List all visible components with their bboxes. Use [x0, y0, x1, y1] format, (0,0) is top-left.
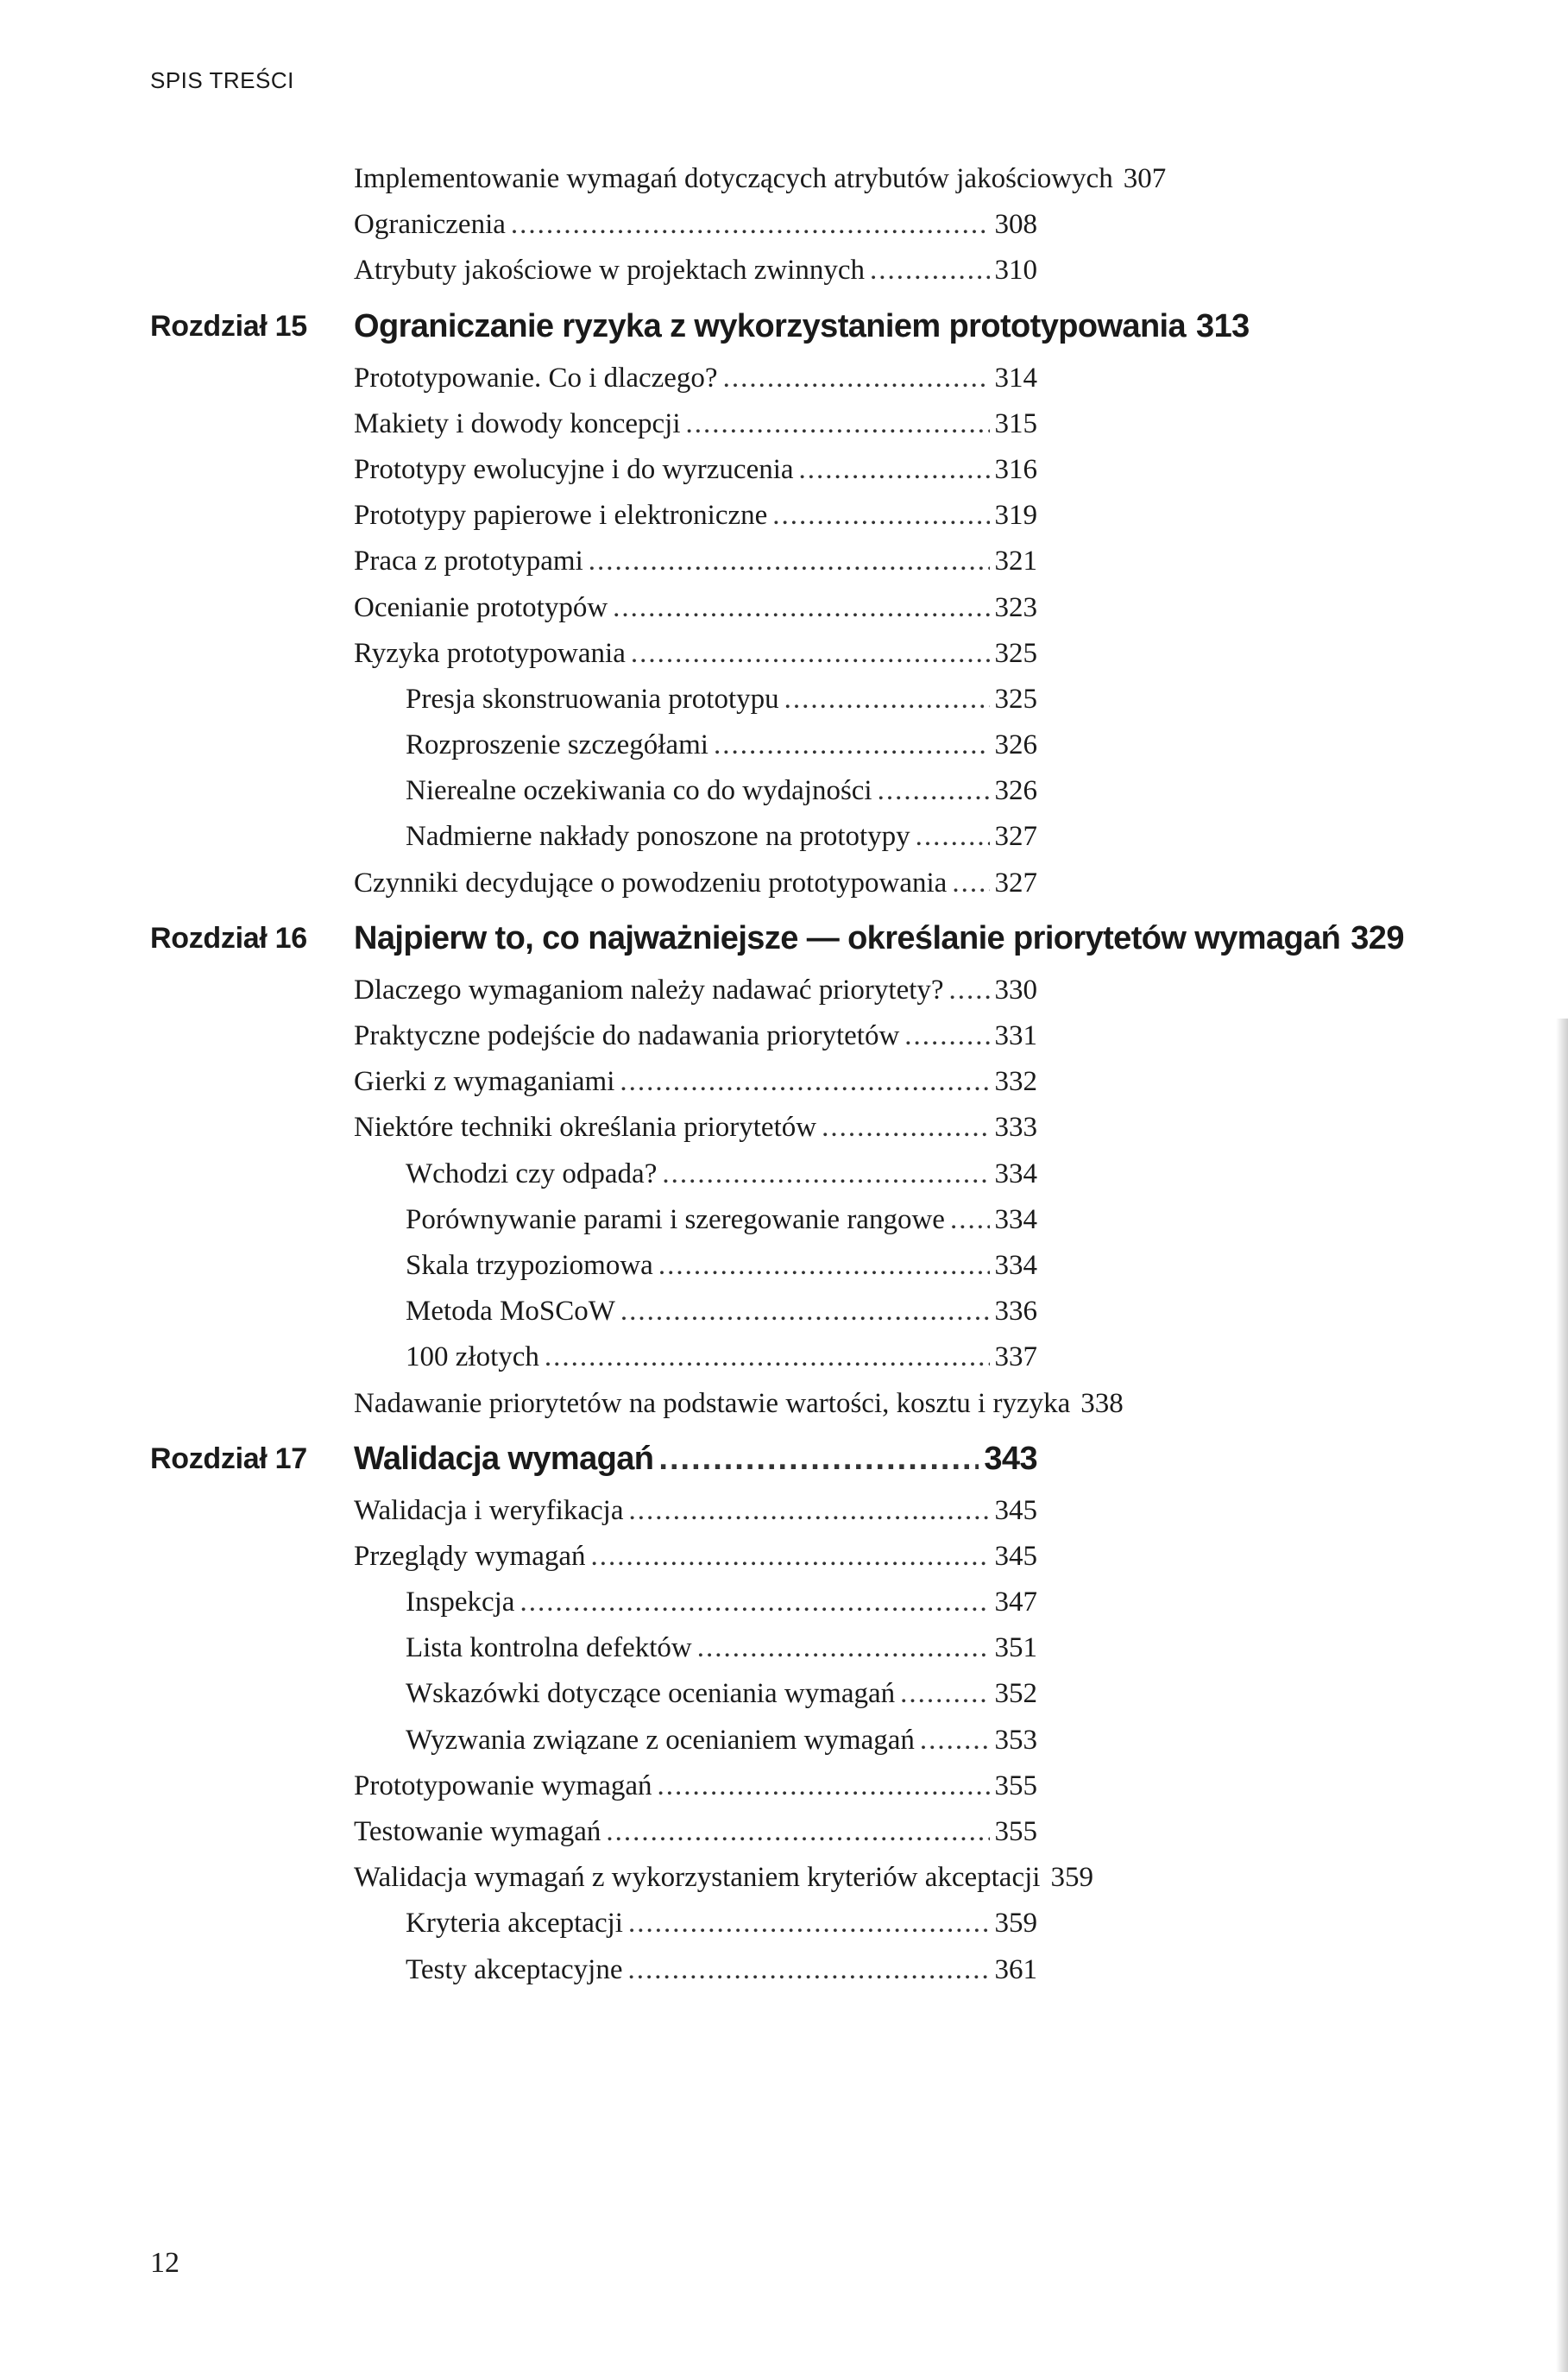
toc-row — [354, 1059, 1037, 1105]
entry-page-number: 327 — [994, 821, 1037, 853]
toc-row — [406, 1334, 1037, 1380]
entry-page-number: 329 — [1351, 919, 1404, 956]
toc-entry[interactable] — [0, 156, 1568, 202]
toc-row — [406, 1671, 1037, 1717]
entry-page-number: 323 — [994, 591, 1037, 623]
dot-leader — [900, 1671, 989, 1717]
entry-title: Praca z prototypami — [354, 546, 583, 577]
entry-title: Testy akceptacyjne — [406, 1953, 623, 1985]
toc-entry[interactable] — [0, 1718, 1568, 1763]
toc-row — [354, 356, 1037, 401]
entry-title: Prototypy papierowe i elektroniczne — [354, 500, 768, 532]
dot-leader — [627, 1947, 989, 1993]
entry-page-number: 332 — [994, 1066, 1037, 1098]
toc-row — [354, 1855, 1093, 1901]
entry-title: Makiety i dowody koncepcji — [354, 407, 681, 439]
toc-entry[interactable] — [0, 1151, 1568, 1197]
entry-title: Wchodzi czy odpada? — [406, 1158, 658, 1189]
entry-page-number: 325 — [994, 637, 1037, 669]
toc-row — [354, 156, 1167, 202]
toc-entry[interactable] — [0, 1580, 1568, 1625]
entry-page-number: 336 — [994, 1296, 1037, 1328]
entry-page-number: 359 — [1050, 1862, 1093, 1894]
entry-page-number: 355 — [994, 1816, 1037, 1847]
toc-row — [354, 447, 1037, 493]
entry-page-number: 319 — [994, 500, 1037, 532]
toc-row — [354, 401, 1037, 447]
entry-title: Gierki z wymaganiami — [354, 1066, 615, 1098]
dot-leader — [714, 722, 990, 768]
entry-page-number: 307 — [1123, 163, 1167, 194]
toc-chapter[interactable] — [0, 910, 1568, 968]
entry-page-number: 353 — [994, 1724, 1037, 1756]
dot-leader — [723, 356, 990, 401]
toc-entry[interactable] — [0, 447, 1568, 493]
entry-page-number: 331 — [994, 1020, 1037, 1051]
entry-page-number: 334 — [994, 1249, 1037, 1281]
entry-title: Walidacja i weryfikacja — [354, 1494, 624, 1526]
toc-entry[interactable] — [0, 968, 1568, 1013]
entry-page-number: 334 — [994, 1158, 1037, 1189]
entry-page-number: 337 — [994, 1341, 1037, 1373]
entry-title: Dlaczego wymaganiom należy nadawać priorytety? — [354, 974, 944, 1006]
entry-page-number: 325 — [994, 683, 1037, 715]
toc-chapter[interactable] — [0, 1430, 1568, 1488]
entry-page-number: 321 — [994, 546, 1037, 577]
dot-leader — [613, 585, 989, 631]
toc-entry[interactable] — [0, 1488, 1568, 1534]
dot-leader — [949, 968, 990, 1013]
entry-title: Metoda MoSCoW — [406, 1296, 615, 1328]
entry-title: Nadawanie priorytetów na podstawie wartości, kosztu i ryzyka — [354, 1387, 1071, 1419]
chapter-title: Walidacja wymagań — [354, 1440, 654, 1477]
entry-title: Skala trzypoziomowa — [406, 1249, 653, 1281]
toc-row — [354, 1381, 1124, 1427]
toc-row — [354, 1105, 1037, 1151]
dot-leader — [631, 631, 990, 677]
entry-title: Ryzyka prototypowania — [354, 637, 626, 669]
toc-row — [406, 1901, 1037, 1946]
entry-page-number: 355 — [994, 1770, 1037, 1801]
entry-page-number: 334 — [994, 1203, 1037, 1235]
chapter-title: Ograniczanie ryzyka z wykorzystaniem prototypowania — [354, 307, 1187, 344]
dot-leader — [904, 1013, 989, 1059]
toc-entry[interactable] — [0, 1855, 1568, 1901]
toc-row — [406, 722, 1037, 768]
toc-entry[interactable] — [0, 493, 1568, 539]
dot-leader — [606, 1809, 989, 1855]
toc-entry[interactable] — [0, 539, 1568, 584]
toc-entry[interactable] — [0, 1901, 1568, 1946]
dot-leader — [870, 248, 989, 293]
entry-title: Implementowanie wymagań dotyczących atrybutów jakościowych — [354, 163, 1113, 194]
toc-row — [354, 1488, 1037, 1534]
dot-leader — [628, 1901, 990, 1946]
toc-row — [406, 1625, 1037, 1671]
chapter-label: Rozdział 16 — [150, 921, 307, 955]
toc-entry[interactable] — [0, 768, 1568, 814]
toc-row — [354, 861, 1037, 906]
dot-leader — [878, 768, 990, 814]
page-edge-shadow — [1556, 1019, 1568, 2372]
entry-title: Ograniczenia — [354, 209, 506, 241]
entry-title: Niektóre techniki określania priorytetów — [354, 1112, 817, 1144]
toc-entry[interactable] — [0, 202, 1568, 248]
chapter-title: Najpierw to, co najważniejsze — określanie priorytetów wymagań — [354, 919, 1341, 956]
toc-entry[interactable] — [0, 1289, 1568, 1334]
entry-page-number: 315 — [994, 407, 1037, 439]
chapter-label: Rozdział 17 — [150, 1441, 307, 1475]
dot-leader — [686, 401, 990, 447]
dot-leader — [950, 1197, 990, 1243]
toc-entry[interactable] — [0, 1763, 1568, 1809]
dot-leader — [520, 1580, 989, 1625]
toc-entry[interactable] — [0, 722, 1568, 768]
entry-page-number: 361 — [994, 1953, 1037, 1985]
toc-row — [354, 493, 1037, 539]
toc-entry[interactable] — [0, 1334, 1568, 1380]
toc-row — [406, 768, 1037, 814]
dot-leader — [772, 493, 989, 539]
toc-row — [406, 1289, 1037, 1334]
dot-leader — [916, 814, 990, 860]
toc-row — [354, 1534, 1037, 1580]
running-header: SPIS TREŚCI — [150, 67, 294, 93]
toc-entry[interactable] — [0, 585, 1568, 631]
toc-entry[interactable] — [0, 356, 1568, 401]
toc-row — [354, 910, 1404, 956]
toc-entry[interactable] — [0, 1671, 1568, 1717]
toc-row — [406, 1947, 1037, 1993]
entry-title: Prototypowanie wymagań — [354, 1770, 652, 1801]
toc-entry[interactable] — [0, 1625, 1568, 1671]
entry-page-number: 343 — [984, 1440, 1037, 1477]
toc-entry[interactable] — [0, 1105, 1568, 1151]
entry-page-number: 326 — [994, 729, 1037, 761]
toc-entry[interactable] — [0, 1809, 1568, 1855]
dot-leader — [620, 1289, 990, 1334]
entry-page-number: 326 — [994, 775, 1037, 807]
dot-leader — [511, 202, 990, 248]
entry-page-number: 333 — [994, 1112, 1037, 1144]
toc-entry[interactable] — [0, 1197, 1568, 1243]
entry-title: Testowanie wymagań — [354, 1816, 601, 1847]
dot-leader — [784, 677, 990, 722]
chapter-label: Rozdział 15 — [150, 309, 307, 343]
toc-row — [354, 1430, 1037, 1476]
entry-page-number: 351 — [994, 1632, 1037, 1664]
entry-page-number: 352 — [994, 1678, 1037, 1710]
entry-page-number: 313 — [1196, 307, 1250, 344]
dot-leader — [697, 1625, 990, 1671]
entry-page-number: 308 — [994, 209, 1037, 241]
entry-page-number: 327 — [994, 867, 1037, 899]
dot-leader — [620, 1059, 989, 1105]
entry-title: Przeglądy wymagań — [354, 1540, 586, 1572]
entry-title: Prototypowanie. Co i dlaczego? — [354, 362, 718, 394]
dot-leader — [658, 1430, 979, 1488]
toc-entry[interactable] — [0, 1243, 1568, 1289]
dot-leader — [658, 1243, 990, 1289]
entry-title: Lista kontrolna defektów — [406, 1632, 692, 1664]
entry-title: Nadmierne nakłady ponoszone na prototypy — [406, 821, 910, 853]
toc-entry[interactable] — [0, 401, 1568, 447]
toc-row — [406, 1151, 1037, 1197]
entry-title: Czynniki decydujące o powodzeniu prototypowania — [354, 867, 948, 899]
entry-title: 100 złotych — [406, 1341, 539, 1373]
toc-row — [354, 202, 1037, 248]
dot-leader — [629, 1488, 990, 1534]
entry-page-number: 345 — [994, 1494, 1037, 1526]
dot-leader — [658, 1763, 990, 1809]
toc-entry[interactable] — [0, 1381, 1568, 1427]
toc-row — [354, 298, 1250, 344]
toc-entry[interactable] — [0, 861, 1568, 906]
entry-page-number: 345 — [994, 1540, 1037, 1572]
dot-leader — [799, 447, 990, 493]
entry-title: Praktyczne podejście do nadawania priorytetów — [354, 1020, 900, 1051]
entry-title: Wyzwania związane z ocenianiem wymagań — [406, 1724, 915, 1756]
entry-title: Inspekcja — [406, 1587, 515, 1618]
dot-leader — [920, 1718, 990, 1763]
entry-title: Kryteria akceptacji — [406, 1908, 623, 1940]
table-of-contents — [0, 156, 1568, 1993]
toc-entry[interactable] — [0, 1534, 1568, 1580]
entry-page-number: 359 — [994, 1908, 1037, 1940]
entry-page-number: 330 — [994, 974, 1037, 1006]
toc-row — [354, 968, 1037, 1013]
toc-entry[interactable] — [0, 1947, 1568, 1993]
entry-page-number: 347 — [994, 1587, 1037, 1618]
toc-row — [354, 1763, 1037, 1809]
entry-page-number: 316 — [994, 453, 1037, 485]
toc-row — [406, 1718, 1037, 1763]
toc-row — [406, 1243, 1037, 1289]
entry-title: Prototypy ewolucyjne i do wyrzucenia — [354, 453, 794, 485]
toc-row — [406, 1580, 1037, 1625]
dot-leader — [662, 1151, 989, 1197]
toc-row — [354, 539, 1037, 584]
toc-entry[interactable] — [0, 814, 1568, 860]
toc-entry[interactable] — [0, 631, 1568, 677]
entry-title: Porównywanie parami i szeregowanie rangowe — [406, 1203, 945, 1235]
toc-row — [354, 631, 1037, 677]
dot-leader — [591, 1534, 990, 1580]
entry-title: Walidacja wymagań z wykorzystaniem kryteriów akceptacji — [354, 1862, 1041, 1894]
entry-title: Wskazówki dotyczące oceniania wymagań — [406, 1678, 896, 1710]
toc-chapter[interactable] — [0, 298, 1568, 356]
toc-row — [354, 248, 1037, 293]
entry-page-number: 314 — [994, 362, 1037, 394]
entry-page-number: 310 — [994, 255, 1037, 287]
dot-leader — [589, 539, 990, 584]
toc-row — [406, 1197, 1037, 1243]
entry-title: Presja skonstruowania prototypu — [406, 683, 779, 715]
entry-title: Atrybuty jakościowe w projektach zwinnych — [354, 255, 866, 287]
dot-leader — [952, 861, 989, 906]
toc-entry[interactable] — [0, 1013, 1568, 1059]
toc-row — [406, 677, 1037, 722]
toc-entry[interactable] — [0, 248, 1568, 293]
entry-title: Nierealne oczekiwania co do wydajności — [406, 775, 872, 807]
toc-row — [406, 814, 1037, 860]
entry-title: Rozproszenie szczegółami — [406, 729, 708, 761]
toc-row — [354, 1013, 1037, 1059]
dot-leader — [545, 1334, 990, 1380]
entry-title: Ocenianie prototypów — [354, 591, 608, 623]
toc-entry[interactable] — [0, 677, 1568, 722]
entry-page-number: 338 — [1080, 1387, 1124, 1419]
toc-entry[interactable] — [0, 1059, 1568, 1105]
page-number: 12 — [150, 2247, 179, 2279]
toc-row — [354, 1809, 1037, 1855]
dot-leader — [822, 1105, 989, 1151]
toc-row — [354, 585, 1037, 631]
